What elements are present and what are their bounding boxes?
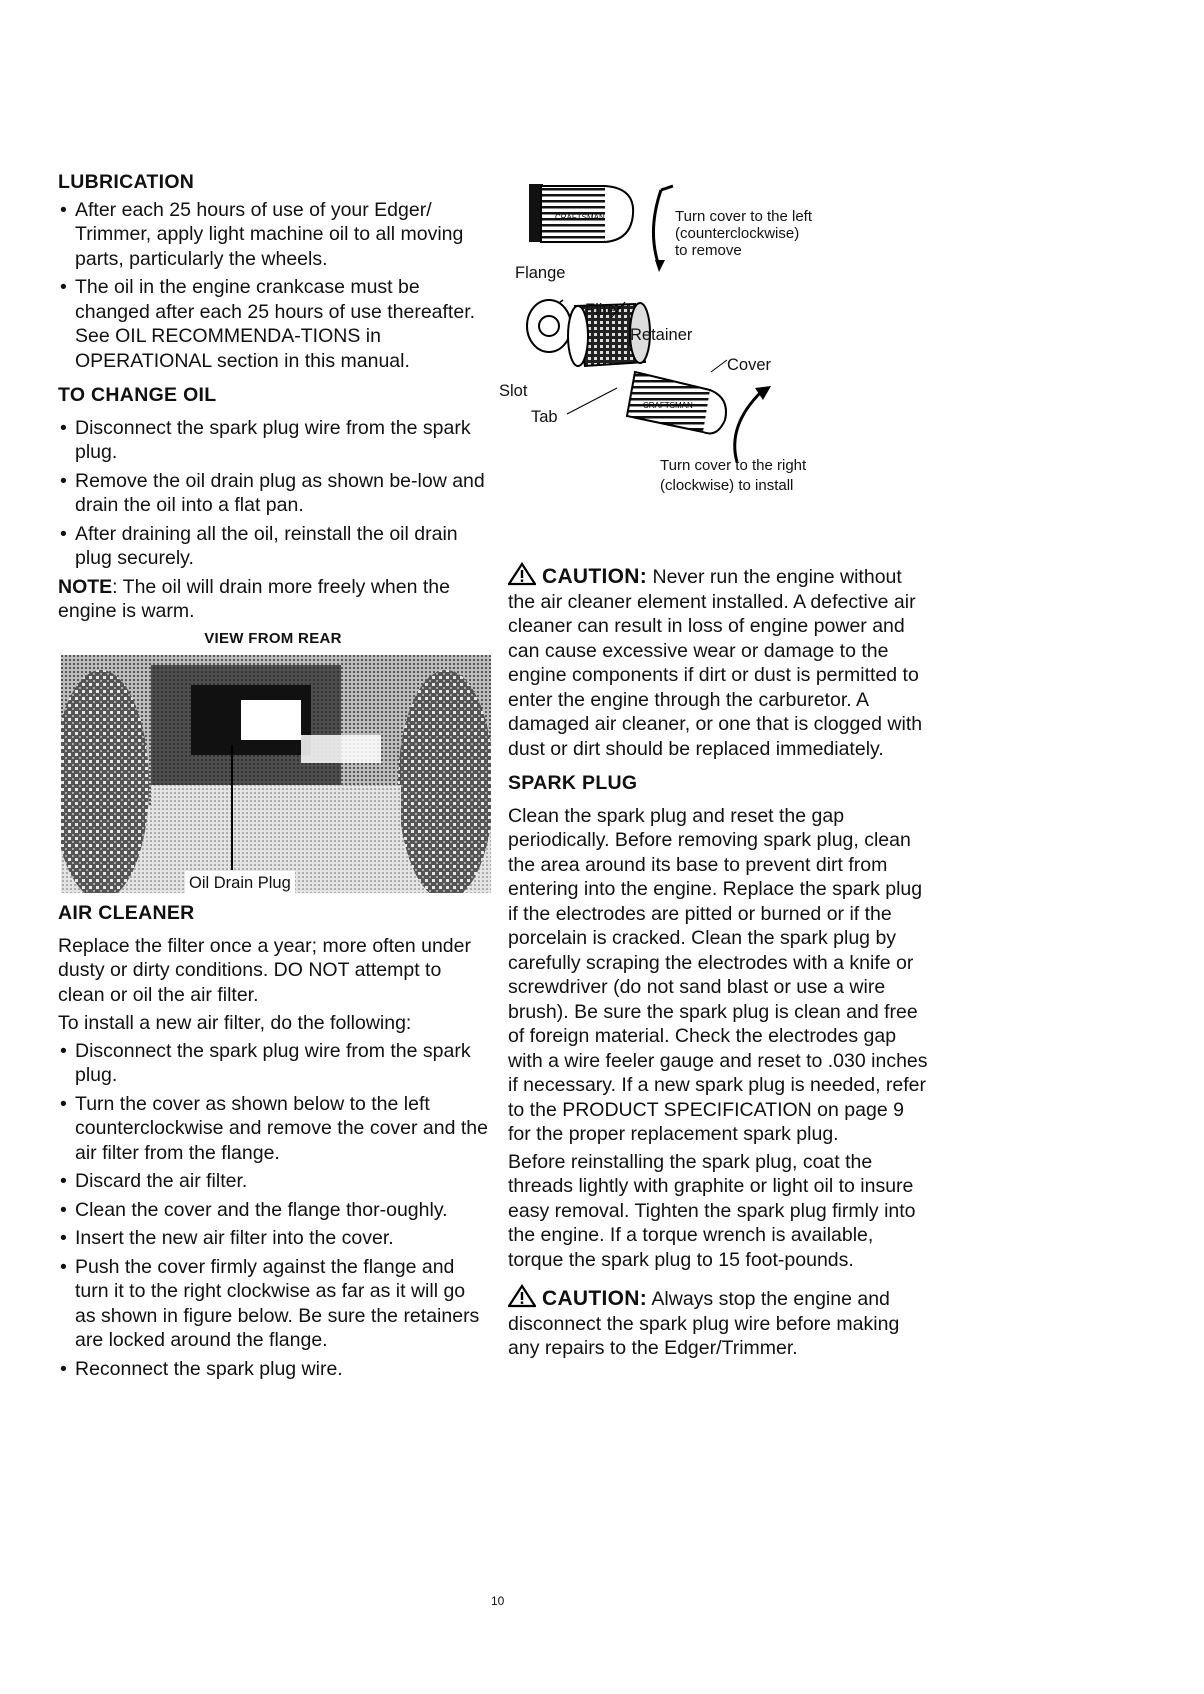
slot-label: Slot bbox=[499, 382, 528, 400]
rear-view-photo bbox=[61, 655, 491, 893]
spark-plug-paragraph: Before reinstalling the spark plug, coat the threads lightly with graphite or light oil to insure easy removal. Tighten the spark plug firmly into the engine. If a torque wrench is available, torque the spark plug to 15 foot-pounds. bbox=[508, 1150, 916, 1271]
list-item: • Turn the cover as shown below to the left counterclockwise and remove the cover and the air filter from the flange. bbox=[58, 1092, 488, 1166]
list-item: • After each 25 hours of use of your Edger/ Trimmer, apply light machine oil to all moving parts, particularly the wheels. bbox=[58, 198, 488, 272]
air-filter-diagram bbox=[499, 176, 935, 556]
air-cleaner-install-intro: To install a new air filter, do the following: bbox=[58, 1012, 412, 1034]
cover-top-drawing bbox=[529, 184, 673, 272]
caution-air-cleaner bbox=[508, 562, 928, 761]
right-column bbox=[508, 560, 928, 1364]
install-instruction-label: Turn cover to the right (clockwise) to install bbox=[660, 457, 807, 494]
brand-mark-top: CRAFTSMAN bbox=[555, 213, 605, 222]
list-item: • After draining all the oil, reinstall the oil drain plug securely. bbox=[58, 522, 488, 571]
tab-label: Tab bbox=[531, 408, 558, 426]
cover-label: Cover bbox=[727, 356, 772, 374]
spark-plug-section bbox=[508, 771, 928, 1272]
remove-instruction-label: Turn cover to the left (counterclockwise) to remove bbox=[675, 208, 813, 259]
list-item: • Reconnect the spark plug wire. bbox=[58, 1357, 488, 1382]
air-cleaner-heading: AIR CLEANER bbox=[58, 902, 195, 924]
spark-plug-paragraph: Clean the spark plug and reset the gap periodically. Before removing spark plug, clean the area around its base to prevent dirt from entering into the engine. Replace the spark plug if the electrodes are pitted or burned or if the porcelain is cracked. Clean the spark plug by carefully scraping the electrodes with a knife or screwdriver (do not sand blast or use a wire brush). Be sure the spark plug is clean and free of foreign material. Check the electrodes gap with a wire feeler gauge and reset to .030 inches if necessary. If a new spark plug is needed, refer to the PRODUCT SPECIFICATION on page 9 for the proper replacement spark plug. bbox=[508, 804, 928, 1145]
spark-plug-heading: SPARK PLUG bbox=[508, 772, 638, 794]
note-label: NOTE bbox=[58, 575, 113, 598]
list-item: • Remove the oil drain plug as shown be-low and drain the oil into a flat pan. bbox=[58, 469, 488, 518]
caution-text: Never run the engine without the air cleaner element installed. A defective air cleaner can result in loss of engine power and can cause excessive wear or damage to the engine components if dirt or dust is permitted to enter the engine through the carburetor. A damaged air cleaner, or one that is clogged with dust or dirt should be replaced immediately. bbox=[508, 566, 923, 760]
cover-bottom-drawing bbox=[567, 360, 771, 462]
brand-mark-bottom: CRAFTSMAN bbox=[643, 401, 693, 410]
rear-view-illustration bbox=[61, 655, 491, 893]
list-item: • Insert the new air filter into the cover. bbox=[58, 1226, 488, 1251]
air-cleaner-intro: Replace the filter once a year; more often under dusty or dirty conditions. DO NOT attempt to clean or oil the air filter. bbox=[58, 934, 471, 1006]
change-oil-section bbox=[58, 383, 488, 893]
filter-label: Filter bbox=[585, 301, 622, 319]
air-cleaner-list bbox=[58, 1039, 488, 1382]
caution-repairs bbox=[508, 1284, 928, 1361]
lubrication-heading: LUBRICATION bbox=[58, 171, 195, 193]
lubrication-list bbox=[58, 198, 488, 374]
caution-text: Always stop the engine and disconnect the spark plug wire before making any repairs to the Edger/Trimmer. bbox=[508, 1288, 900, 1359]
lubrication-section bbox=[58, 170, 488, 373]
list-item: • Clean the cover and the flange thor-oughly. bbox=[58, 1198, 488, 1223]
caution-label: CAUTION: bbox=[542, 565, 648, 588]
list-item: • The oil in the engine crankcase must be changed after each 25 hours of use thereafter. See OIL RECOMMENDA-TIONS in OPERATIONAL section in this manual. bbox=[58, 275, 488, 373]
air-cleaner-section bbox=[58, 901, 488, 1381]
list-item: • Discard the air filter. bbox=[58, 1169, 488, 1194]
list-item: • Disconnect the spark plug wire from the spark plug. bbox=[58, 416, 488, 465]
warning-triangle-icon bbox=[508, 1284, 536, 1308]
list-item: • Disconnect the spark plug wire from the spark plug. bbox=[58, 1039, 488, 1088]
photo-title: VIEW FROM REAR bbox=[204, 629, 342, 647]
oil-note bbox=[58, 575, 488, 624]
caution-label: CAUTION: bbox=[542, 1287, 648, 1310]
oil-drain-plug-caption: Oil Drain Plug bbox=[185, 871, 295, 896]
change-oil-list bbox=[58, 416, 488, 571]
change-oil-heading: TO CHANGE OIL bbox=[58, 384, 217, 406]
retainer-label: Retainer bbox=[630, 326, 693, 344]
left-column bbox=[58, 170, 488, 1385]
list-item: • Push the cover firmly against the flange and turn it to the right clockwise as far as it will go as shown in figure below. Be sure the retainers are locked around the flange. bbox=[58, 1255, 488, 1353]
page-number: 10 bbox=[491, 1594, 505, 1608]
note-text: : The oil will drain more freely when the engine is warm. bbox=[58, 575, 450, 622]
flange-label: Flange bbox=[515, 264, 566, 282]
warning-triangle-icon bbox=[508, 562, 536, 586]
